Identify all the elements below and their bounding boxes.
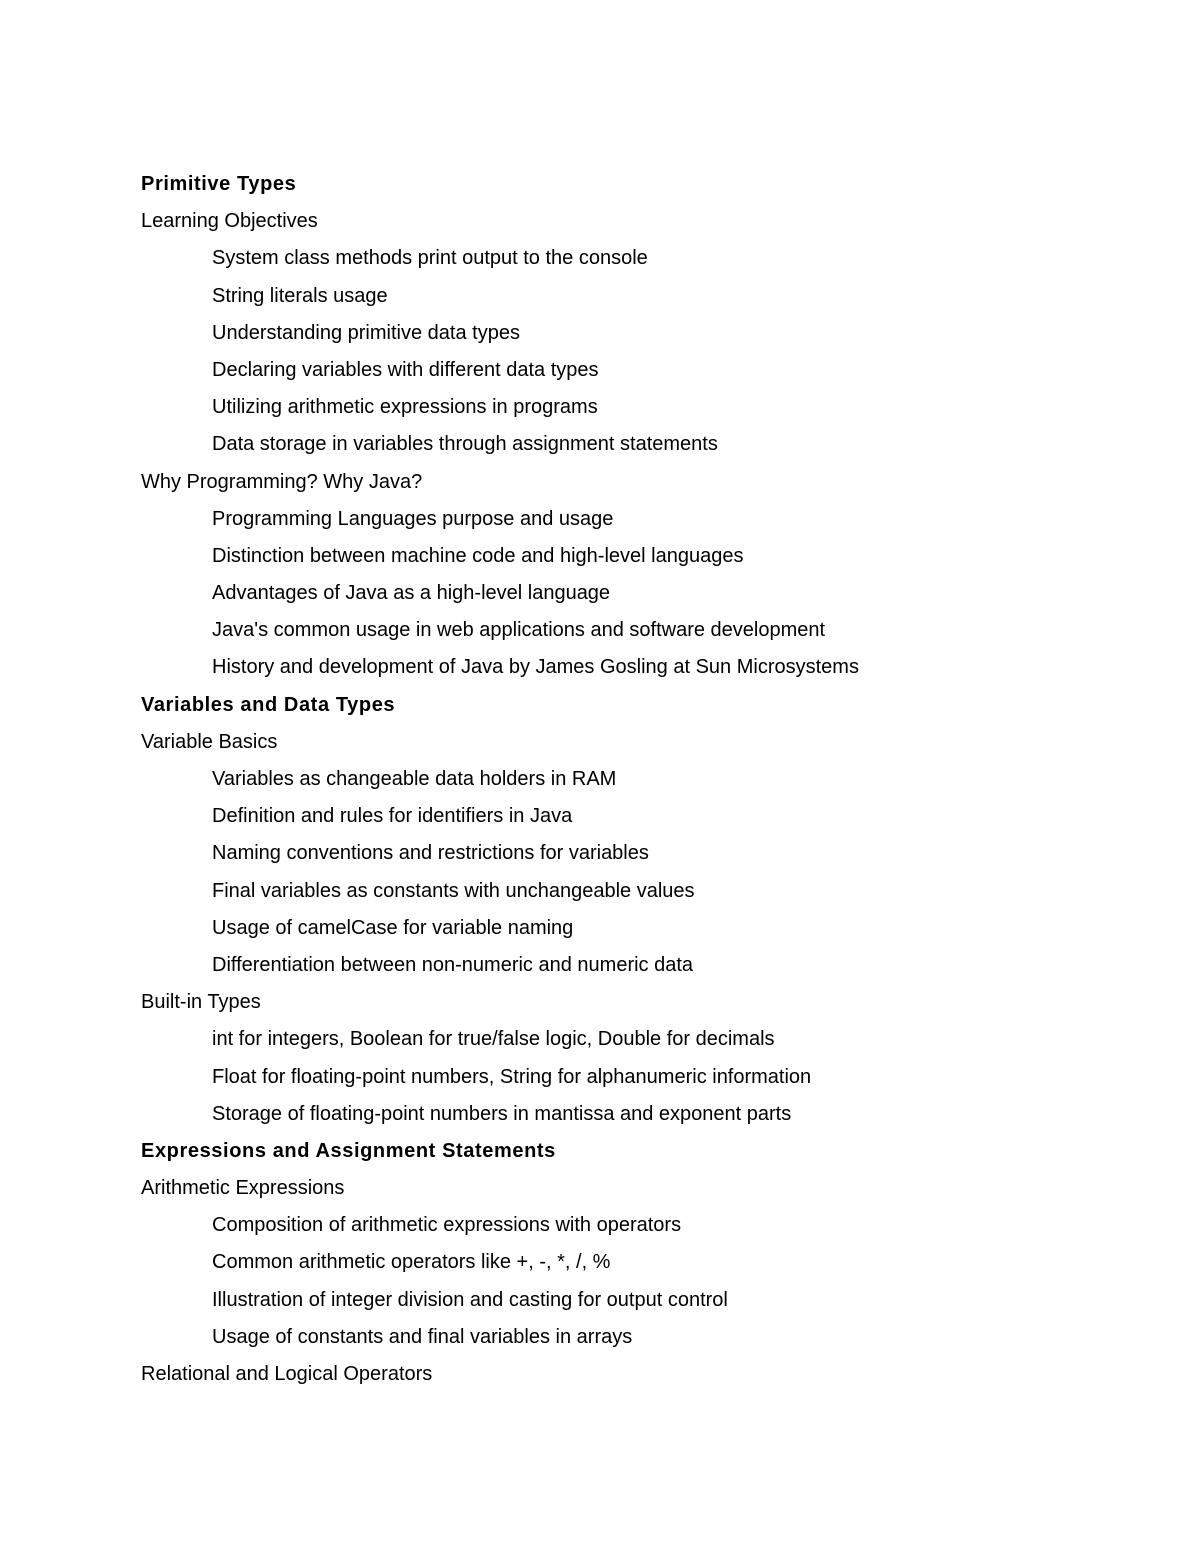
group-heading: Arithmetic Expressions <box>141 1177 345 1200</box>
outline-item: Usage of camelCase for variable naming <box>212 916 574 939</box>
outline <box>141 166 1141 1393</box>
outline-item: System class methods print output to the console <box>212 247 648 270</box>
outline-item: Advantages of Java as a high-level language <box>212 582 611 605</box>
outline-item: String literals usage <box>212 284 388 307</box>
outline-item: Variables as changeable data holders in RAM <box>212 768 617 790</box>
outline-item: Understanding primitive data types <box>212 321 520 344</box>
outline-item: Data storage in variables through assignment statements <box>212 433 718 456</box>
outline-item: Declaring variables with different data types <box>212 358 599 381</box>
outline-item: Illustration of integer division and casting for output control <box>212 1288 728 1311</box>
outline-item: Utilizing arithmetic expressions in programs <box>212 396 598 419</box>
outline-item: Storage of floating-point numbers in mantissa and exponent parts <box>212 1102 792 1125</box>
outline-item: Naming conventions and restrictions for variables <box>212 842 649 865</box>
outline-item: Usage of constants and final variables in arrays <box>212 1325 633 1348</box>
group-heading: Variable Basics <box>141 730 278 753</box>
outline-item: Common arithmetic operators like +, -, *, /, % <box>212 1251 611 1274</box>
outline-item: Distinction between machine code and high-level languages <box>212 544 744 567</box>
outline-item: History and development of Java by James Gosling at Sun Microsystems <box>212 656 859 679</box>
section-title: Expressions and Assignment Statements <box>141 1139 556 1162</box>
group-heading: Learning Objectives <box>141 210 318 233</box>
outline-item: Programming Languages purpose and usage <box>212 507 614 530</box>
group-heading: Relational and Logical Operators <box>141 1363 433 1385</box>
group-heading: Built-in Types <box>141 991 261 1014</box>
outline-item: int for integers, Boolean for true/false logic, Double for decimals <box>212 1028 775 1051</box>
outline-item: Final variables as constants with unchangeable values <box>212 879 695 902</box>
section-title: Primitive Types <box>141 173 297 195</box>
outline-item: Differentiation between non-numeric and numeric data <box>212 953 694 976</box>
outline-item: Definition and rules for identifiers in Java <box>212 805 573 828</box>
group-heading: Why Programming? Why Java? <box>141 470 423 493</box>
section-title: Variables and Data Types <box>141 693 396 716</box>
outline-item: Composition of arithmetic expressions with operators <box>212 1214 682 1237</box>
outline-item: Java's common usage in web applications and software development <box>212 619 826 642</box>
outline-item: Float for floating-point numbers, String for alphanumeric information <box>212 1065 812 1088</box>
